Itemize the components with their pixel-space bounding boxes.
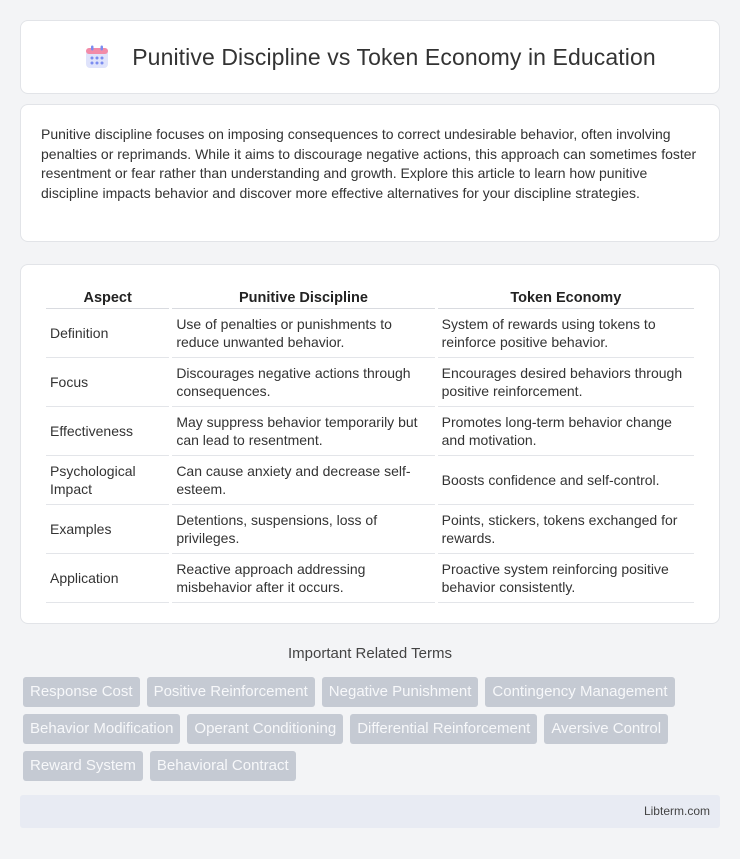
calendar-icon	[84, 44, 110, 70]
footer	[20, 795, 720, 828]
tag-contingency-management[interactable]: Contingency Management	[485, 677, 674, 707]
row-punitive: Discourages negative actions through consequences.	[172, 358, 434, 407]
row-punitive: Reactive approach addressing misbehavior after it occurs.	[172, 554, 434, 603]
header-aspect: Aspect	[46, 287, 169, 309]
tag-differential-reinforcement[interactable]: Differential Reinforcement	[350, 714, 537, 744]
header-card	[20, 20, 720, 94]
table-row	[46, 456, 694, 505]
header-punitive: Punitive Discipline	[172, 287, 434, 309]
row-aspect: Application	[46, 554, 169, 603]
table-row	[46, 358, 694, 407]
tag-reward-system[interactable]: Reward System	[23, 751, 143, 781]
row-token: System of rewards using tokens to reinforce positive behavior.	[438, 309, 694, 358]
row-token: Boosts confidence and self-control.	[438, 456, 694, 505]
row-punitive: Can cause anxiety and decrease self-esteem.	[172, 456, 434, 505]
row-token: Points, stickers, tokens exchanged for rewards.	[438, 505, 694, 554]
footer-site-link[interactable]: Libterm.com	[643, 804, 710, 818]
intro-text: Punitive discipline focuses on imposing consequences to correct undesirable behavior, often involving penalties or reprimands. While it aims to discourage negative actions, this approach can sometimes foster resentment or fear rather than understanding and growth. Explore this article to learn how punitive discipline impacts behavior and discover more effective alternatives for your discipline strategies.	[41, 126, 697, 201]
title-wrap	[84, 44, 656, 71]
tag-operant-conditioning[interactable]: Operant Conditioning	[187, 714, 343, 744]
related-terms-title: Important Related Terms	[288, 645, 452, 662]
comparison-table	[43, 287, 697, 603]
row-punitive: Use of penalties or punishments to reduce unwanted behavior.	[172, 309, 434, 358]
table-row	[46, 309, 694, 358]
row-punitive: Detentions, suspensions, loss of privileges.	[172, 505, 434, 554]
intro-card	[20, 104, 720, 242]
tag-positive-reinforcement[interactable]: Positive Reinforcement	[147, 677, 315, 707]
header-token: Token Economy	[438, 287, 694, 309]
row-aspect: Effectiveness	[46, 407, 169, 456]
tag-aversive-control[interactable]: Aversive Control	[544, 714, 668, 744]
page-title: Punitive Discipline vs Token Economy in Education	[132, 43, 656, 70]
tag-behavior-modification[interactable]: Behavior Modification	[23, 714, 180, 744]
tag-response-cost[interactable]: Response Cost	[23, 677, 140, 707]
table-header-row	[46, 287, 694, 309]
row-aspect: Focus	[46, 358, 169, 407]
row-token: Encourages desired behaviors through positive reinforcement.	[438, 358, 694, 407]
table-row	[46, 407, 694, 456]
table-row	[46, 554, 694, 603]
comparison-table-card	[20, 264, 720, 624]
tag-negative-punishment[interactable]: Negative Punishment	[322, 677, 479, 707]
row-aspect: Definition	[46, 309, 169, 358]
row-punitive: May suppress behavior temporarily but can lead to resentment.	[172, 407, 434, 456]
table-row	[46, 505, 694, 554]
row-token: Promotes long-term behavior change and motivation.	[438, 407, 694, 456]
tag-behavioral-contract[interactable]: Behavioral Contract	[150, 751, 296, 781]
row-aspect: Examples	[46, 505, 169, 554]
row-aspect: Psychological Impact	[46, 456, 169, 505]
related-terms-list	[23, 677, 723, 781]
row-token: Proactive system reinforcing positive behavior consistently.	[438, 554, 694, 603]
